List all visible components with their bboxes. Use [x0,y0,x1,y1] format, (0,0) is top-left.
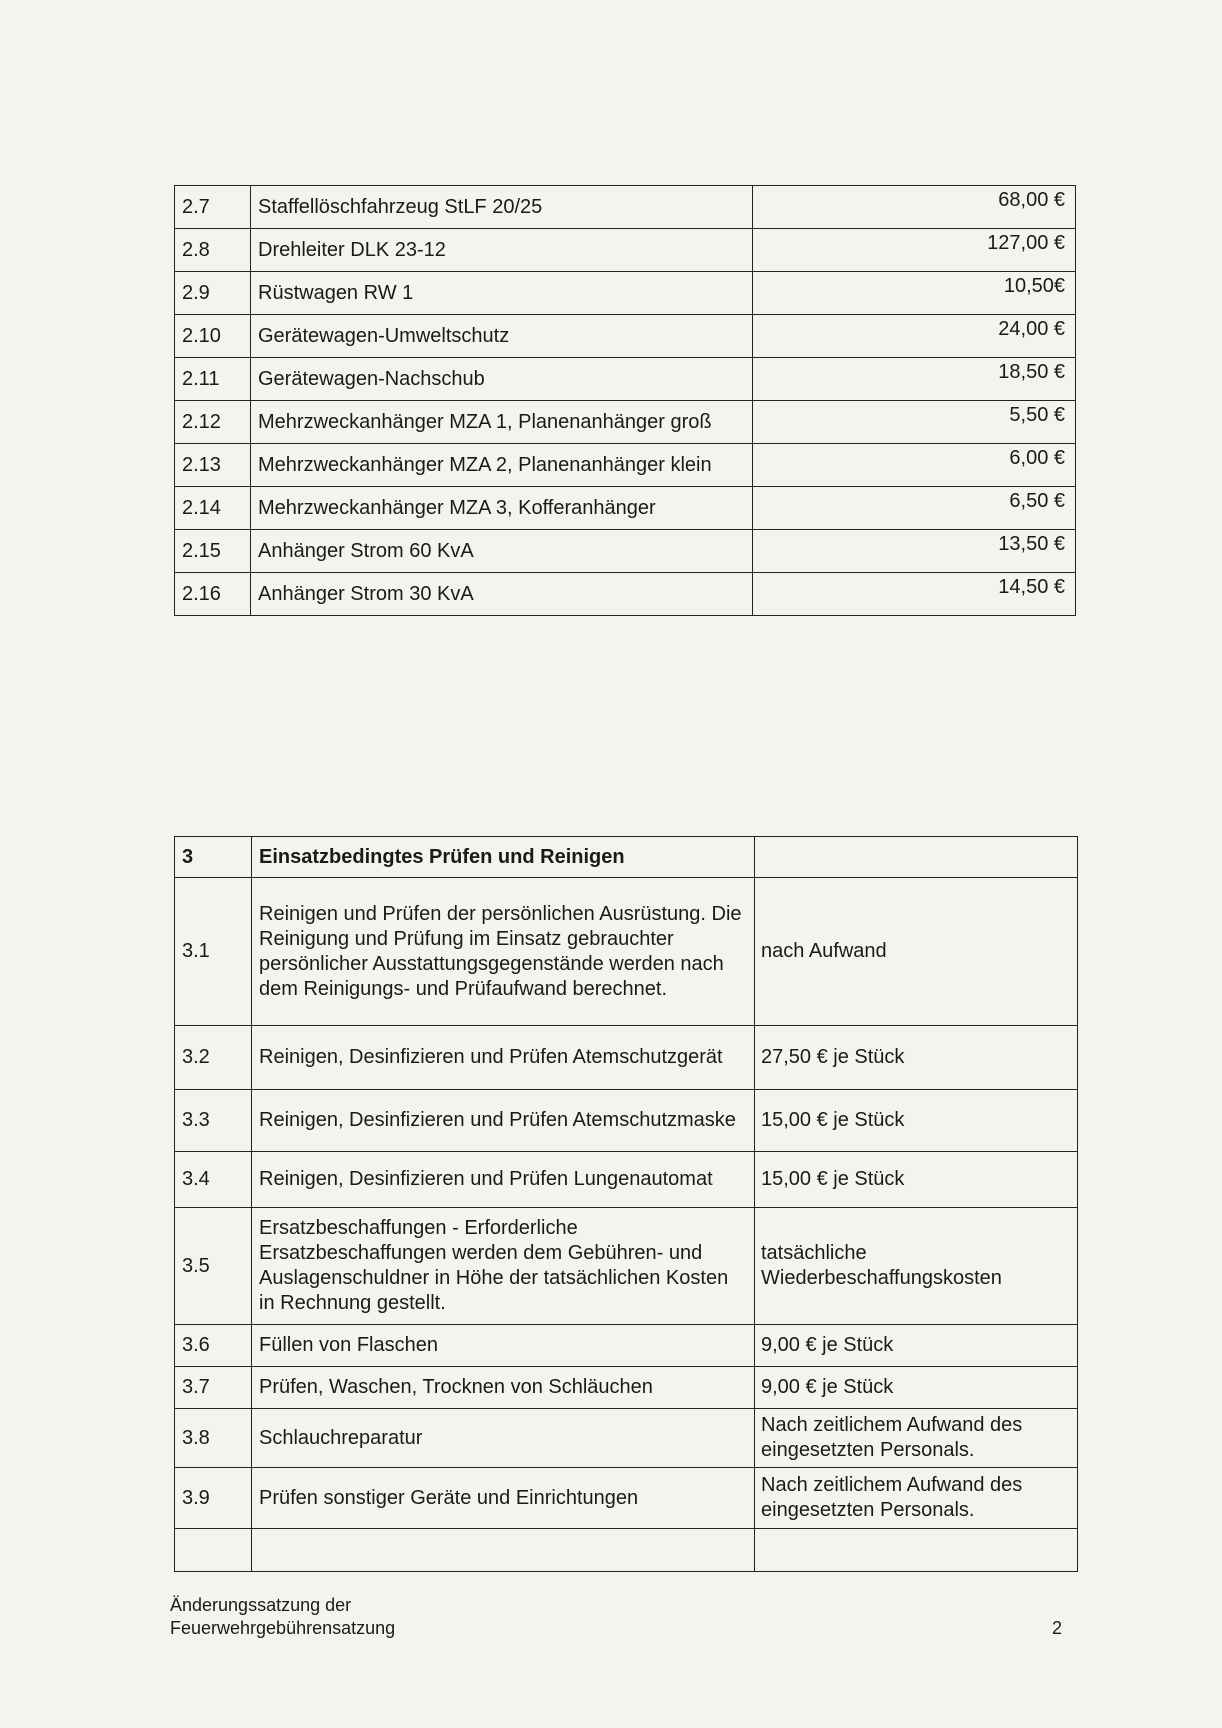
table-row [175,573,1076,616]
row-number: 3.8 [175,1409,252,1468]
table-row [175,878,1078,1026]
row-number: 2.13 [175,444,251,487]
empty-cell [755,1529,1078,1572]
table-row [175,530,1076,573]
cleaning-fee-table [174,836,1078,1572]
row-label: Mehrzweckanhänger MZA 3, Kofferanhänger [251,487,753,530]
empty-cell [175,1529,252,1572]
row-fee: Nach zeitlichem Aufwand des eingesetzten Personals. [755,1409,1078,1468]
row-fee: 27,50 € je Stück [755,1026,1078,1090]
row-fee: 15,00 € je Stück [755,1152,1078,1208]
table-row [175,1325,1078,1367]
section-number: 3 [175,837,252,878]
row-number: 2.8 [175,229,251,272]
row-price: 68,00 € [753,186,1076,229]
row-price: 14,50 € [753,573,1076,616]
row-label: Reinigen, Desinfizieren und Prüfen Lungenautomat [252,1152,755,1208]
table-row [175,1090,1078,1152]
footer-line: Änderungssatzung der [170,1595,352,1615]
table-row [175,358,1076,401]
table-row [175,1468,1078,1529]
row-number: 2.7 [175,186,251,229]
table-row [175,229,1076,272]
row-price: 6,00 € [753,444,1076,487]
row-label: Gerätewagen-Umweltschutz [251,315,753,358]
row-price: 5,50 € [753,401,1076,444]
row-fee: tatsächliche Wiederbeschaffungskosten [755,1208,1078,1325]
row-label: Prüfen, Waschen, Trocknen von Schläuchen [252,1367,755,1409]
row-number: 3.4 [175,1152,252,1208]
row-number: 3.7 [175,1367,252,1409]
row-label: Staffellöschfahrzeug StLF 20/25 [251,186,753,229]
page-number: 2 [1052,1618,1063,1638]
row-price: 18,50 € [753,358,1076,401]
row-fee: 9,00 € je Stück [755,1367,1078,1409]
vehicle-fee-table [174,185,1076,616]
row-price: 127,00 € [753,229,1076,272]
footer-document-title [170,1594,395,1640]
row-label: Füllen von Flaschen [252,1325,755,1367]
row-number: 3.6 [175,1325,252,1367]
row-number: 3.3 [175,1090,252,1152]
row-label: Schlauchreparatur [252,1409,755,1468]
empty-cell [252,1529,755,1572]
row-fee: 9,00 € je Stück [755,1325,1078,1367]
row-number: 3.2 [175,1026,252,1090]
row-number: 2.15 [175,530,251,573]
row-number: 3.1 [175,878,252,1026]
row-label: Mehrzweckanhänger MZA 2, Planenanhänger klein [251,444,753,487]
row-price: 6,50 € [753,487,1076,530]
table-row [175,487,1076,530]
row-label: Reinigen, Desinfizieren und Prüfen Atemschutzgerät [252,1026,755,1090]
row-number: 3.9 [175,1468,252,1529]
row-label: Anhänger Strom 30 KvA [251,573,753,616]
row-label: Ersatzbeschaffungen - Erforderliche Ersatzbeschaffungen werden dem Gebühren- und Auslagenschuldner in Höhe der tatsächlichen Kosten in Rechnung gestellt. [252,1208,755,1325]
table-row [175,401,1076,444]
table-row [175,444,1076,487]
row-price: 13,50 € [753,530,1076,573]
row-label: Reinigen, Desinfizieren und Prüfen Atemschutzmaske [252,1090,755,1152]
empty-cell [755,837,1078,878]
section-title: Einsatzbedingtes Prüfen und Reinigen [252,837,755,878]
table-row [175,315,1076,358]
row-label: Prüfen sonstiger Geräte und Einrichtungen [252,1468,755,1529]
table-row [175,186,1076,229]
row-fee: nach Aufwand [755,878,1078,1026]
row-number: 2.12 [175,401,251,444]
table-row [175,1409,1078,1468]
row-number: 2.11 [175,358,251,401]
footer-line: Feuerwehrgebührensatzung [170,1618,396,1638]
row-label: Anhänger Strom 60 KvA [251,530,753,573]
table-row [175,1152,1078,1208]
row-price: 10,50€ [753,272,1076,315]
row-number: 2.10 [175,315,251,358]
row-number: 2.14 [175,487,251,530]
row-label: Drehleiter DLK 23-12 [251,229,753,272]
table-row [175,1026,1078,1090]
table-row [175,1367,1078,1409]
row-label: Mehrzweckanhänger MZA 1, Planenanhänger groß [251,401,753,444]
table-row [175,1208,1078,1325]
row-fee: 15,00 € je Stück [755,1090,1078,1152]
section-header-row [175,837,1078,878]
row-label: Reinigen und Prüfen der persönlichen Ausrüstung. Die Reinigung und Prüfung im Einsatz gebrauchter persönlicher Ausstattungsgegenstände werden nach dem Reinigungs- und Prüfaufwand berechnet. [252,878,755,1026]
row-number: 2.9 [175,272,251,315]
table-row [175,272,1076,315]
row-fee: Nach zeitlichem Aufwand des eingesetzten Personals. [755,1468,1078,1529]
row-label: Gerätewagen-Nachschub [251,358,753,401]
row-number: 3.5 [175,1208,252,1325]
row-label: Rüstwagen RW 1 [251,272,753,315]
row-number: 2.16 [175,573,251,616]
row-price: 24,00 € [753,315,1076,358]
empty-row [175,1529,1078,1572]
